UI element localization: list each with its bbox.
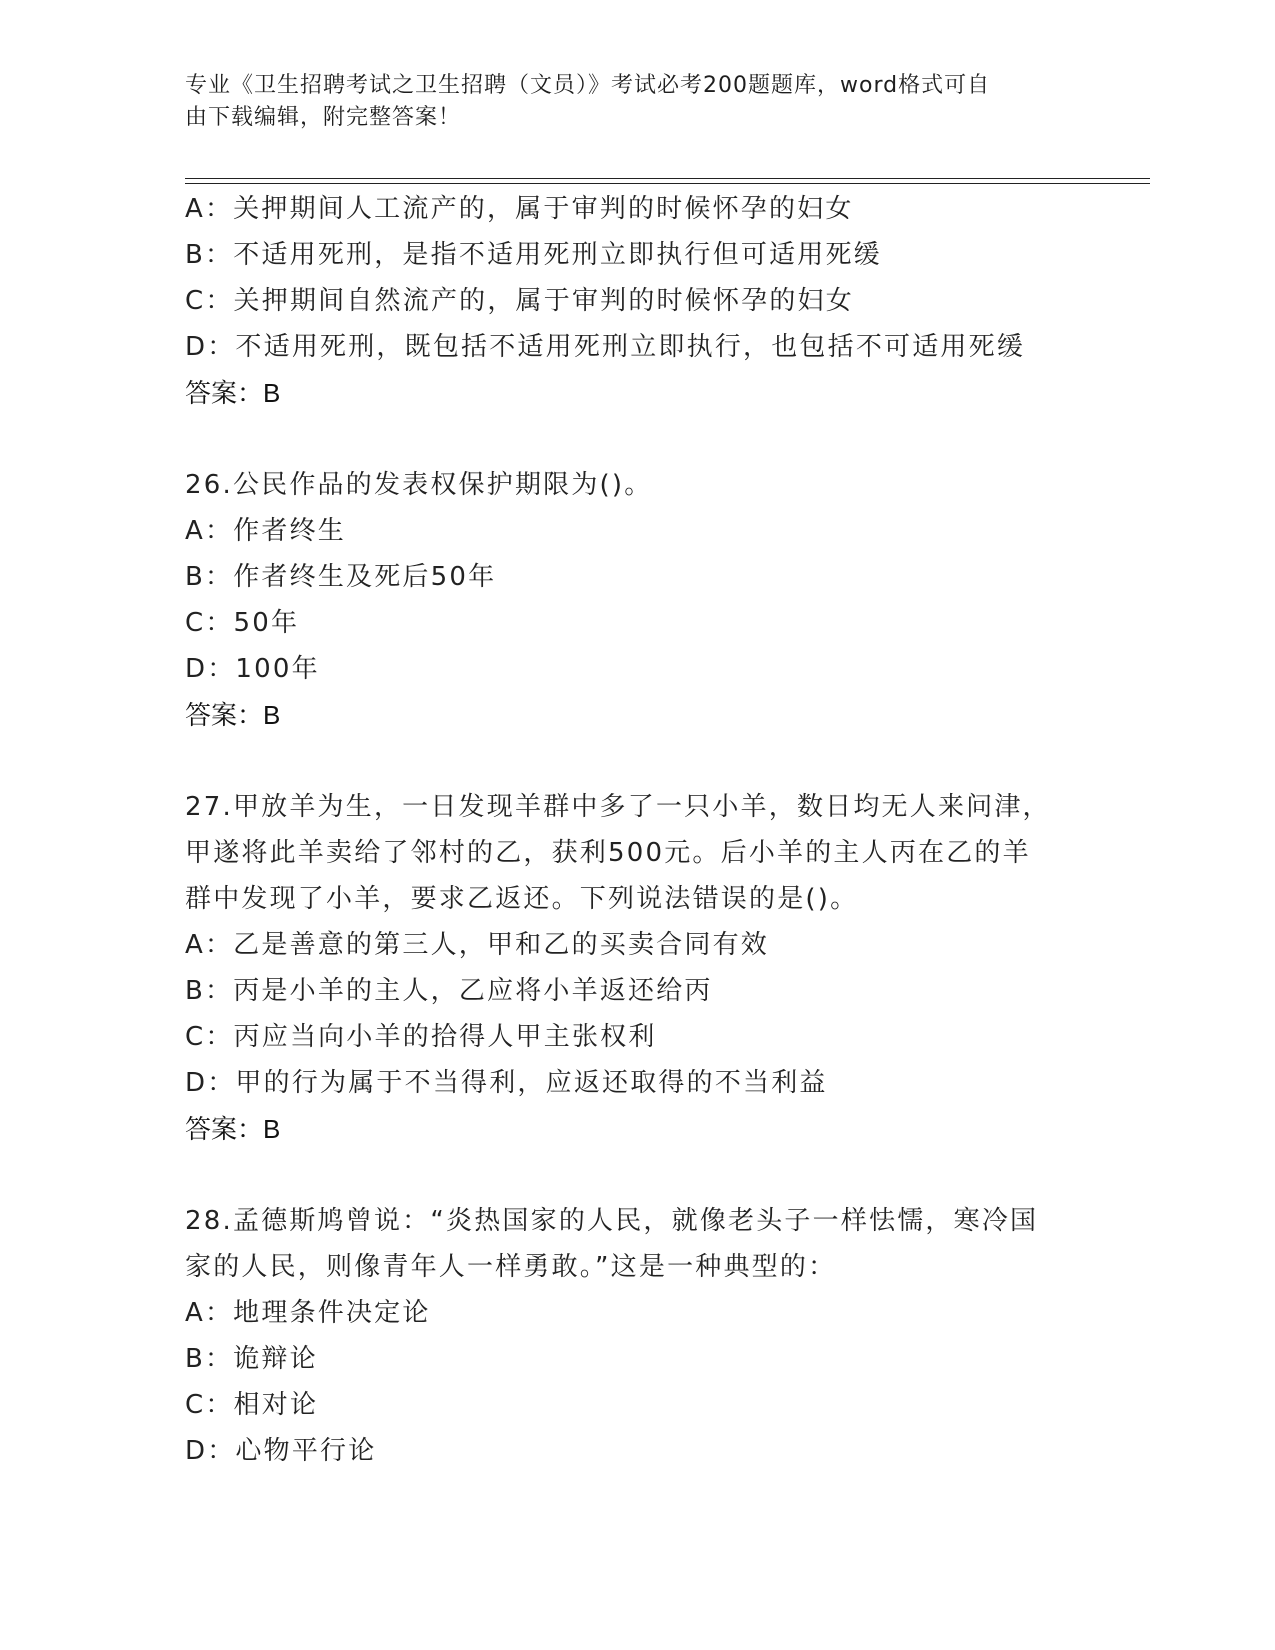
option-a: A：地理条件决定论: [185, 1298, 431, 1328]
question-stem: 家的人民，则像青年人一样勇敢。”这是一种典型的：: [185, 1252, 837, 1282]
option-b: B：丙是小羊的主人，乙应将小羊返还给丙: [185, 976, 713, 1006]
question-25: [185, 186, 1085, 416]
option-c: C：丙应当向小羊的拾得人甲主张权利: [185, 1022, 657, 1052]
header-line-1: 专业《卫生招聘考试之卫生招聘（文员）》考试必考200题题库，word格式可自: [185, 73, 991, 98]
option-d: D：不适用死刑，既包括不适用死刑立即执行，也包括不可适用死缓: [185, 332, 1026, 362]
header-line-2: 由下载编辑，附完整答案！: [185, 105, 462, 130]
question-stem: 群中发现了小羊，要求乙返还。下列说法错误的是()。: [185, 884, 859, 914]
option-c: C：50年: [185, 608, 300, 638]
option-d: D：100年: [185, 654, 320, 684]
document-header: [185, 70, 1065, 134]
answer: 答案：B: [185, 700, 281, 730]
answer: 答案：B: [185, 1114, 281, 1144]
option-a: A：关押期间人工流产的，属于审判的时候怀孕的妇女: [185, 194, 854, 224]
header-divider-top: [185, 178, 1150, 179]
option-c: C：相对论: [185, 1390, 319, 1420]
question-stem: 甲遂将此羊卖给了邻村的乙，获利500元。后小羊的主人丙在乙的羊: [185, 838, 1031, 868]
spacer: [185, 416, 1085, 462]
question-stem: 26.公民作品的发表权保护期限为()。: [185, 470, 653, 500]
option-a: A：乙是善意的第三人，甲和乙的买卖合同有效: [185, 930, 769, 960]
option-d: D：心物平行论: [185, 1436, 377, 1466]
option-c: C：关押期间自然流产的，属于审判的时候怀孕的妇女: [185, 286, 854, 316]
question-26: [185, 462, 1085, 738]
question-stem: 28.孟德斯鸠曾说：“炎热国家的人民，就像老头子一样怯懦，寒冷国: [185, 1206, 1039, 1236]
question-stem: 27.甲放羊为生，一日发现羊群中多了一只小羊，数日均无人来问津，: [185, 792, 1051, 822]
header-divider-bottom: [185, 183, 1150, 184]
question-28: [185, 1198, 1085, 1474]
question-27: [185, 784, 1085, 1152]
spacer: [185, 738, 1085, 784]
spacer: [185, 1152, 1085, 1198]
option-b: B：作者终生及死后50年: [185, 562, 497, 592]
question-list: [185, 186, 1085, 1474]
answer: 答案：B: [185, 378, 281, 408]
option-a: A：作者终生: [185, 516, 346, 546]
option-b: B：诡辩论: [185, 1344, 318, 1374]
option-d: D：甲的行为属于不当得利，应返还取得的不当利益: [185, 1068, 828, 1098]
option-b: B：不适用死刑，是指不适用死刑立即执行但可适用死缓: [185, 240, 882, 270]
